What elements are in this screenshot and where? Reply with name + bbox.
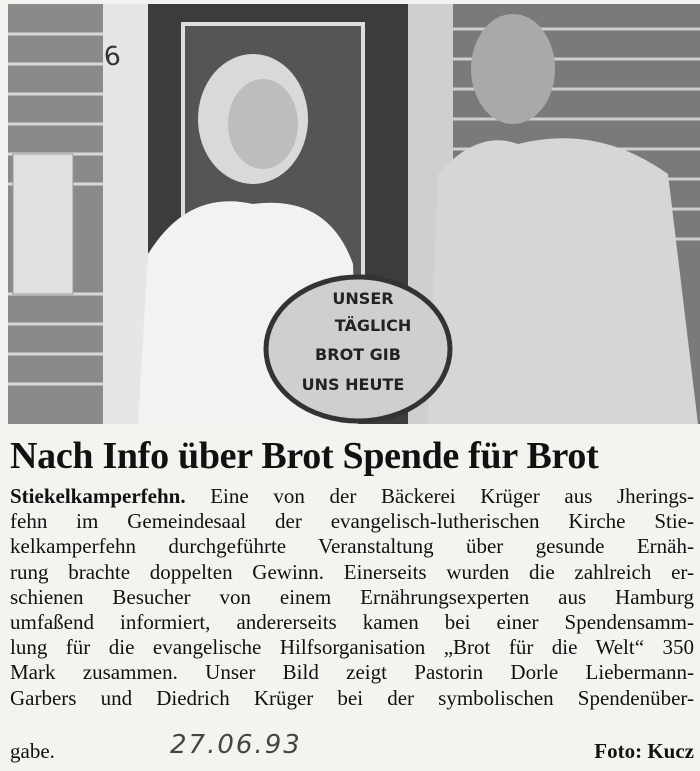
article-line: Mark zusammen. Unser Bild zeigt Pastorin Dorle Liebermann-	[10, 660, 694, 685]
article-line: rung brachte doppelten Gewinn. Einerseits wurden die zahlreich er-	[10, 559, 694, 584]
article-line: fehn im Gemeindesaal der evangelisch-lutherischen Kirche Stie-	[10, 509, 694, 534]
article-line-text: Eine von der Bäckerei Krüger aus Jherings-	[210, 484, 694, 508]
article-last-line	[10, 739, 694, 764]
photo-credit: Foto: Kucz	[594, 739, 694, 763]
article-line: kelkamperfehn durchgeführte Veranstaltung über gesunde Ernäh-	[10, 534, 694, 559]
article-line: schienen Besucher von einem Ernährungsexperten aus Hamburg	[10, 584, 694, 609]
article-line: umfaßend informiert, andererseits kamen bei einer Spendensamm-	[10, 610, 694, 635]
loaf-text-line-1: UNSER	[332, 289, 394, 308]
article-lead: Stiekelkamperfehn.	[10, 484, 186, 508]
loaf-text-line-2: TÄGLICH	[334, 316, 412, 335]
article-headline: Nach Info über Brot Spende für Brot	[10, 435, 599, 477]
article-line: lung für die evangelische Hilfsorganisation „Brot für die Welt“ 350	[10, 635, 694, 660]
article-line	[10, 484, 694, 509]
handwritten-number: 6	[101, 40, 123, 74]
article-line: Garbers und Diedrich Krüger bei der symbolischen Spendenüber-	[10, 685, 694, 710]
article-body	[10, 484, 694, 711]
handwritten-date: 27.06.93	[170, 730, 302, 760]
article-last-word: gabe.	[10, 739, 55, 763]
loaf-text-line-3: BROT GIB	[315, 345, 401, 364]
loaf-text-line-4: UNS HEUTE	[301, 375, 405, 394]
